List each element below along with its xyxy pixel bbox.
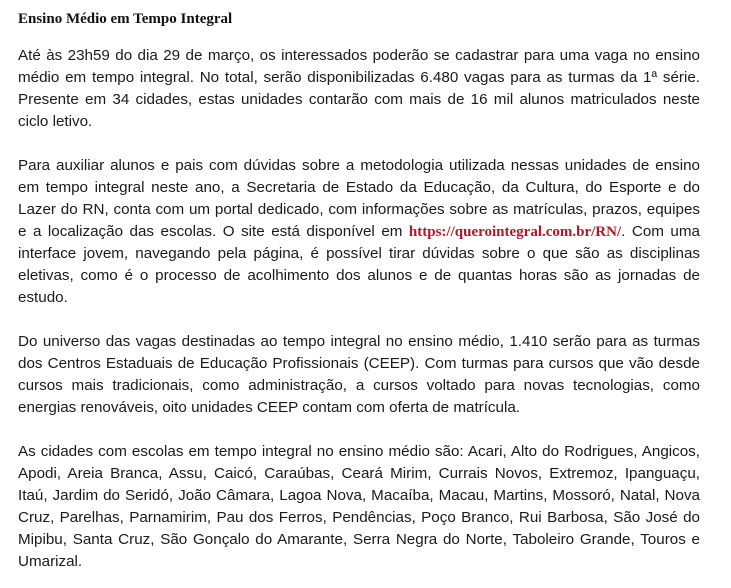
paragraph-4: As cidades com escolas em tempo integral no ensino médio são: Acari, Alto do Rodrigues, Angicos, Apodi, Areia Branca, Assu, Caicó, Caraúbas, Ceará Mirim, Currais Novos, Extremoz, Ipanguaçu, Itaú, Jardim do Seridó, João Câmara, Lagoa Nova, Macaíba, Macau, Martins, Mossoró, Natal, Nova Cruz, Parelhas, Parnamirim, Pau dos Ferros, Pendências, Poço Branco, Rui Barbosa, São José do Mipibu, Santa Cruz, São Gonçalo do Amarante, Serra Negra do Norte, Taboleiro Grande, Touros e Umarizal. [18, 443, 700, 570]
article [18, 9, 700, 573]
portal-link[interactable]: https://querointegral.com.br/RN/ [408, 224, 622, 240]
paragraph-2-text-after: . Com uma interface jovem, navegando pela página, é possível tirar dúvidas sobre o que são as disciplinas eletivas, como é o processo de acolhimento dos alunos e de quantas horas são as jornadas de estudo. [18, 223, 700, 306]
paragraph-2 [18, 155, 700, 309]
paragraph-1: Até às 23h59 do dia 29 de março, os interessados poderão se cadastrar para uma vaga no ensino médio em tempo integral. No total, serão disponibilizadas 6.480 vagas para as turmas da 1ª série. Presente em 34 cidades, estas unidades contarão com mais de 16 mil alunos matriculados neste ciclo letivo. [18, 47, 700, 130]
article-title: Ensino Médio em Tempo Integral [18, 11, 233, 27]
paragraph-2-text-before: Para auxiliar alunos e pais com dúvidas sobre a metodologia utilizada nessas unidades de ensino em tempo integral neste ano, a Secretaria de Estado da Educação, da Cultura, do Esporte e do Lazer do RN, conta com um portal dedicado, com informações sobre as matrículas, prazos, equipes e a localização das escolas. O site está disponível em [18, 157, 700, 240]
paragraph-3: Do universo das vagas destinadas ao tempo integral no ensino médio, 1.410 serão para as turmas dos Centros Estaduais de Educação Profissionais (CEEP). Com turmas para cursos que vão desde cursos mais tradicionais, como administração, a cursos voltado para novas tecnologias, como energias renováveis, oito unidades CEEP contam com oferta de matrícula. [18, 333, 700, 416]
